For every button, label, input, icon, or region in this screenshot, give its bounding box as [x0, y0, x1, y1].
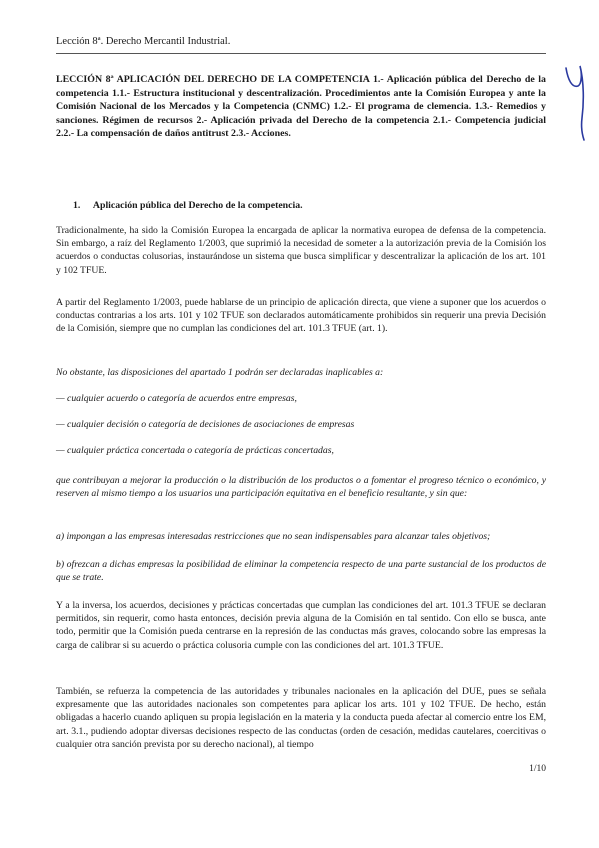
paragraph-4: que contribuyan a mejorar la producción o la distribución de los productos o a fomentar el progreso técnico o económico, y reserven al mismo tiempo a los usuarios una participación equitativa en el beneficio resultante, y sin que:	[56, 475, 546, 500]
paragraph-5: Y a la inversa, los acuerdos, decisiones y prácticas concertadas que cumplan las condiciones del art. 101.3 TFUE se declaran permitidos, sin requerir, como hasta entonces, decisión previa alguna de la Comisión en tal sentido. Con ello se busca, ante todo, permitir que la Comisión pueda centrarse en la represión de las conductas más graves, colocando sobre las empresas la carga de calibrar si su acuerdo o práctica colusoria cumple con las condiciones del art. 101.3 TFUE.	[56, 600, 546, 651]
paragraph-3: No obstante, las disposiciones del apartado 1 podrán ser declaradas inaplicables a:	[56, 367, 384, 378]
paragraph-2: A partir del Reglamento 1/2003, puede hablarse de un principio de aplicación directa, que viene a suponer que los acuerdos o conductas contrarias a los arts. 101 y 102 TFUE son declarados automáticamente prohibidos sin requerir una previa Decisión de la Comisión, siempre que no cumplan las condiciones del art. 101.3 TFUE (art. 1).	[56, 297, 546, 335]
lesson-title: LECCIÓN 8ª APLICACIÓN DEL DERECHO DE LA COMPETENCIA 1.- Aplicación pública del Derecho de la competencia 1.1.- Estructura institucional y descentralización. Procedimientos ante la Comisión Europea y ante la Comisión Nacional de los Mercados y la Competencia (CNMC) 1.2.- El programa de clemencia. 1.3.- Remedios y sanciones. Régimen de recursos 2.- Aplicación privada del Derecho de la competencia 2.1.- Competencia judicial 2.2.- La compensación de daños antitrust 2.3.- Acciones.	[56, 74, 546, 139]
list-item: — cualquier práctica concertada o categoría de prácticas concertadas,	[56, 445, 334, 456]
handwritten-mark	[560, 62, 590, 142]
list-item: — cualquier decisión o categoría de decisiones de asociaciones de empresas	[56, 419, 355, 430]
condition-b: b) ofrezcan a dichas empresas la posibilidad de eliminar la competencia respecto de una parte sustancial de los productos de que se trate.	[56, 559, 546, 584]
running-header: Lección 8ª. Derecho Mercantil Industrial.	[56, 36, 231, 47]
section-title: Aplicación pública del Derecho de la competencia.	[92, 200, 303, 211]
section-number: 1.	[73, 200, 81, 211]
list-item: — cualquier acuerdo o categoría de acuerdos entre empresas,	[56, 393, 297, 404]
condition-a: a) impongan a las empresas interesadas restricciones que no sean indispensables para alcanzar tales objetivos;	[56, 531, 491, 542]
paragraph-6: También, se refuerza la competencia de las autoridades y tribunales nacionales en la aplicación del DUE, pues se señala expresamente que las autoridades nacionales son competentes para aplicar los arts. 101 y 102 TFUE. De hecho, están obligadas a hacerlo cuando apliquen su propia legislación en la materia y la conducta pueda afectar al comercio entre los EM, art. 3.1., pudiendo adoptar diversas decisiones respecto de las conductas (orden de cesación, medidas cautelares, coercitivas o cualquier otra sanción prevista por su derecho nacional), al tiempo	[56, 686, 546, 750]
header-divider	[56, 53, 546, 54]
paragraph-1: Tradicionalmente, ha sido la Comisión Europea la encargada de aplicar la normativa europea de defensa de la competencia. Sin embargo, a raíz del Reglamento 1/2003, que suprimió la necesidad de someter a la autorización previa de la Comisión los acuerdos o conductas colusorias, instaurándose un sistema que busca simplificar y descentralizar la aplicación de los art. 101 y 102 TFUE.	[56, 225, 546, 276]
section-heading	[73, 200, 303, 211]
page-number: 1/10	[529, 764, 546, 774]
